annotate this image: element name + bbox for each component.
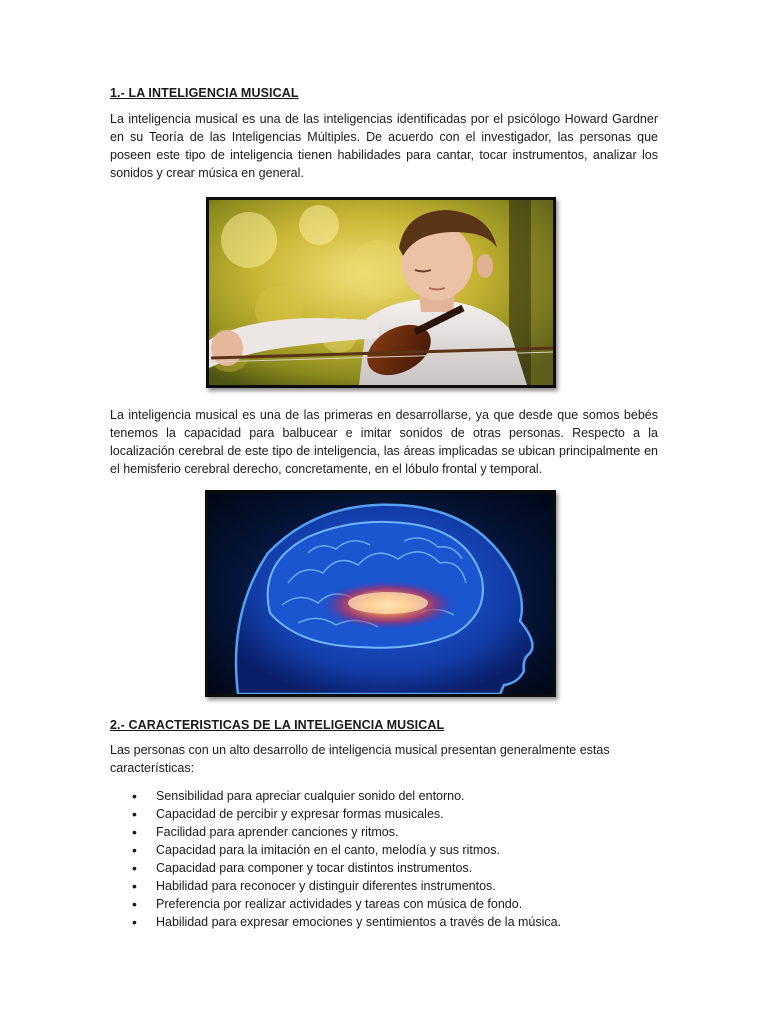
list-item: • Capacidad de percibir y expresar formas musicales. xyxy=(110,805,658,823)
section-2-heading: 2.- CARACTERISTICAS DE LA INTELIGENCIA MUSICAL xyxy=(110,718,445,732)
list-item: • Capacidad para componer y tocar distintos instrumentos. xyxy=(110,859,658,877)
list-item: • Sensibilidad para apreciar cualquier sonido del entorno. xyxy=(110,787,658,805)
list-item: • Capacidad para la imitación en el canto, melodía y sus ritmos. xyxy=(110,841,658,859)
list-item: • Facilidad para aprender canciones y ritmos. xyxy=(110,823,658,841)
list-item: • Habilidad para expresar emociones y sentimientos a través de la música. xyxy=(110,913,658,931)
list-item: • Habilidad para reconocer y distinguir diferentes instrumentos. xyxy=(110,877,658,895)
section-1-paragraph-2: La inteligencia musical es una de las primeras en desarrollarse, ya que desde que somos bebés tenemos la capacidad para balbucear e imitar sonidos de otras personas. Respecto a la localización cerebral de este tipo de inteligencia, las áreas implicadas se ubican principalmente en el hemisferio cerebral derecho, concretamente, en el lóbulo frontal y temporal. xyxy=(110,408,658,476)
section-2-intro: Las personas con un alto desarrollo de inteligencia musical presentan generalmente estas características: xyxy=(110,743,610,775)
section-2 xyxy=(110,718,658,931)
list-item: • Preferencia por realizar actividades y tareas con música de fondo. xyxy=(110,895,658,913)
section-1-paragraph-2-block xyxy=(110,406,658,478)
section-1 xyxy=(110,86,658,182)
section-1-heading: 1.- LA INTELIGENCIA MUSICAL xyxy=(110,86,299,100)
characteristics-list xyxy=(110,787,658,931)
brain-illustration xyxy=(205,490,556,697)
section-1-paragraph-1: La inteligencia musical es una de las inteligencias identificadas por el psicólogo Howard Gardner en su Teoría de las Inteligencias Múltiples. De acuerdo con el investigador, las personas que poseen este tipo de inteligencia tienen habilidades para cantar, tocar instrumentos, analizar los sonidos y crear música en general. xyxy=(110,112,658,180)
boy-violin-photo xyxy=(206,197,556,388)
